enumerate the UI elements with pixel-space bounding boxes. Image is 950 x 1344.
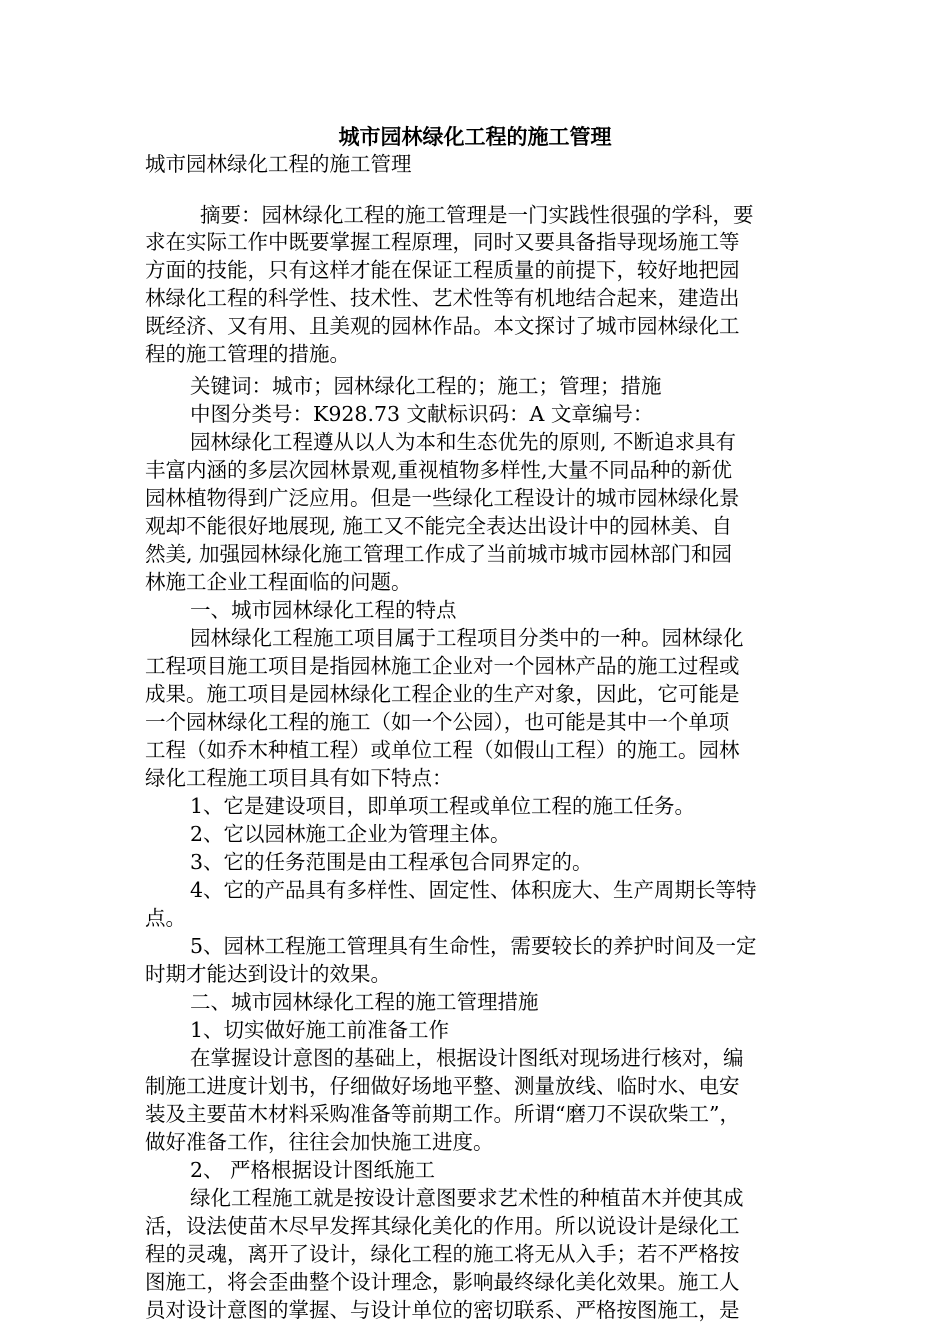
text-line: 关键词：城市；园林绿化工程的；施工；管理；措施 <box>190 374 662 398</box>
text-line: 点。 <box>145 906 186 930</box>
text-line: 工程（如乔木种植工程）或单位工程（如假山工程）的施工。园林 <box>145 738 740 762</box>
text-line: 观却不能很好地展现, 施工又不能完全表达出设计中的园林美、自 <box>145 514 733 538</box>
text-line: 1、切实做好施工前准备工作 <box>190 1018 450 1042</box>
text-line: 装及主要苗木材料采购准备等前期工作。所谓“磨刀不误砍柴工”， <box>145 1102 740 1126</box>
text-line: 园林绿化工程施工项目属于工程项目分类中的一种。园林绿化 <box>190 626 744 650</box>
text-line: 成果。施工项目是园林绿化工程企业的生产对象，因此，它可能是 <box>145 682 740 706</box>
text-line: 1、它是建设项目，即单项工程或单位工程的施工任务。 <box>190 794 696 818</box>
text-line: 中图分类号：K928.73 文献标识码：A 文章编号： <box>190 402 654 426</box>
text-line: 绿化工程施工就是按设计意图要求艺术性的种植苗木并使其成 <box>190 1186 744 1210</box>
text-line: 程的灵魂，离开了设计，绿化工程的施工将无从入手；若不严格按 <box>145 1242 740 1266</box>
text-line: 2、 严格根据设计图纸施工 <box>190 1158 436 1182</box>
text-line: 在掌握设计意图的基础上，根据设计图纸对现场进行核对，编 <box>190 1046 744 1070</box>
text-line: 绿化工程施工项目具有如下特点： <box>145 766 453 790</box>
text-line: 3、它的任务范围是由工程承包合同界定的。 <box>190 850 593 874</box>
document-title: 城市园林绿化工程的施工管理 <box>338 124 612 149</box>
text-line: 园林绿化工程遵从以人为本和生态优先的原则, 不断追求具有 <box>190 430 737 454</box>
text-line: 方面的技能，只有这样才能在保证工程质量的前提下，较好地把园 <box>145 258 740 282</box>
text-line: 一个园林绿化工程的施工（如一个公园），也可能是其中一个单项 <box>145 710 730 734</box>
text-line: 林绿化工程的科学性、技术性、艺术性等有机地结合起来，建造出 <box>145 286 740 310</box>
text-line: 员对设计意图的掌握、与设计单位的密切联系、严格按图施工，是 <box>145 1298 740 1322</box>
text-line: 图施工，将会歪曲整个设计理念，影响最终绿化美化效果。施工人 <box>145 1270 740 1294</box>
text-line: 林施工企业工程面临的问题。 <box>145 570 412 594</box>
text-line: 工程项目施工项目是指园林施工企业对一个园林产品的施工过程或 <box>145 654 740 678</box>
text-line: 园林植物得到广泛应用。但是一些绿化工程设计的城市园林绿化景 <box>145 486 740 510</box>
text-line: 4、它的产品具有多样性、固定性、体积庞大、生产周期长等特 <box>190 878 757 902</box>
text-line: 丰富内涵的多层次园林景观,重视植物多样性,大量不同品种的新优 <box>145 458 733 482</box>
text-line: 2、它以园林施工企业为管理主体。 <box>190 822 511 846</box>
text-line: 二、城市园林绿化工程的施工管理措施 <box>190 990 539 1014</box>
text-line: 城市园林绿化工程的施工管理 <box>145 152 412 176</box>
text-line: 程的施工管理的措施。 <box>145 342 350 366</box>
text-line: 活，设法使苗木尽早发挥其绿化美化的作用。所以说设计是绿化工 <box>145 1214 740 1238</box>
text-line: 求在实际工作中既要掌握工程原理，同时又要具备指导现场施工等 <box>145 230 740 254</box>
text-line: 然美, 加强园林绿化施工管理工作成了当前城市城市园林部门和园 <box>145 542 733 566</box>
text-line: 5、园林工程施工管理具有生命性，需要较长的养护时间及一定 <box>190 934 757 958</box>
text-line: 摘要：园林绿化工程的施工管理是一门实践性很强的学科，要 <box>200 203 754 227</box>
text-line: 时期才能达到设计的效果。 <box>145 962 391 986</box>
text-line: 一、城市园林绿化工程的特点 <box>190 598 457 622</box>
text-line: 既经济、又有用、且美观的园林作品。本文探讨了城市园林绿化工 <box>145 314 740 338</box>
text-line: 做好准备工作，往往会加快施工进度。 <box>145 1130 494 1154</box>
text-line: 制施工进度计划书，仔细做好场地平整、测量放线、临时水、电安 <box>145 1074 740 1098</box>
